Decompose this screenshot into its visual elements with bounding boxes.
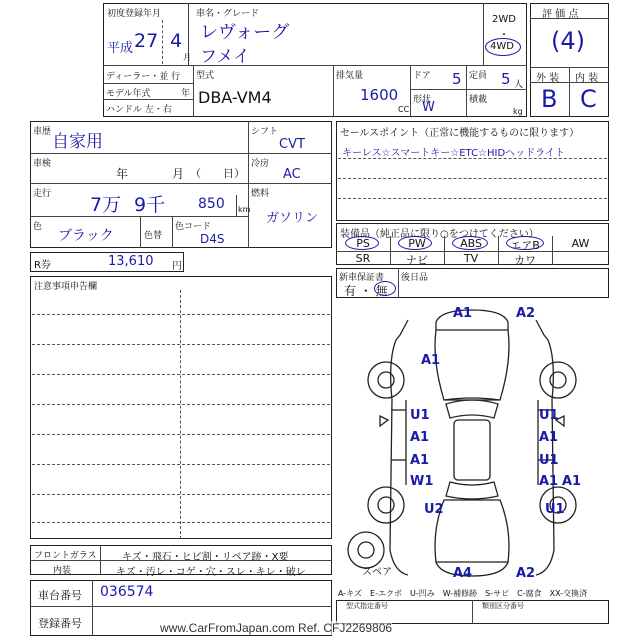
equip-ps: PS: [356, 237, 370, 250]
circle-ps: [345, 236, 379, 250]
cert-label-2: 類別区分番号: [482, 602, 524, 610]
reg-era: 平成: [107, 41, 134, 56]
equip-tv: TV: [463, 252, 479, 265]
fuel-value: ガソリン: [266, 211, 319, 226]
inspection-day: （ 日）: [190, 167, 245, 180]
damage-right-1: U1: [539, 408, 559, 423]
exterior-label: 外 装: [536, 73, 560, 84]
equip-airbag: エアB: [510, 239, 540, 252]
notes-label: 注意事項申告欄: [34, 282, 98, 292]
recycle-box: [30, 252, 184, 272]
damage-left-3: A1: [410, 453, 430, 468]
damage-rear-left: U2: [424, 502, 444, 517]
interior-cond-label: 内装: [53, 566, 72, 576]
warranty-label: 新車保証書: [339, 273, 385, 283]
type-label: 型式: [196, 71, 215, 81]
displacement-unit: CC: [398, 105, 410, 114]
recycle-value: 13,610: [108, 254, 154, 269]
model-year-unit: 年: [181, 89, 191, 99]
equip-leather: カワ: [514, 254, 536, 267]
chassis-value: 036574: [100, 584, 154, 600]
reg-month-unit: 月: [183, 53, 191, 62]
notes-box: [30, 276, 332, 539]
damage-left-1: U1: [410, 408, 430, 423]
interior-label: 内 装: [575, 73, 599, 84]
color-code-value: D4S: [200, 232, 225, 246]
mileage-rest: 850: [198, 196, 225, 212]
reg-date-label: 初度登録年月: [107, 9, 162, 19]
car-grade: フメイ: [200, 47, 250, 67]
warranty-value: 有 ・ 無: [344, 284, 388, 298]
model-year-label: モデル年式: [106, 89, 151, 99]
warranty-circle: [374, 281, 396, 296]
color-label: 色: [33, 222, 43, 232]
damage-front-left: A1: [421, 353, 441, 368]
damage-top-left: A1: [453, 306, 473, 321]
capacity-unit: 人: [514, 80, 524, 90]
car-diagram: [336, 300, 609, 585]
grade-value: (4): [551, 27, 585, 55]
drive-dot: ・: [499, 30, 509, 41]
car-name: レヴォーグ: [200, 22, 290, 43]
damage-right-5: A1: [562, 474, 582, 489]
recycle-label: R券: [34, 260, 51, 271]
displacement-value: 1600: [360, 86, 399, 104]
damage-right-3: U1: [539, 453, 559, 468]
equipment-label: 装備品（純正品に限り○をつけてください）: [340, 229, 539, 240]
color-value: ブラック: [58, 228, 114, 244]
type-value: DBA-VM4: [198, 88, 272, 107]
equip-aw: AW: [571, 237, 590, 250]
inspection-year: 年: [116, 167, 129, 181]
mileage-man: 7万: [90, 194, 122, 216]
history-label: 車歴: [33, 127, 52, 137]
ac-value: AC: [283, 167, 301, 182]
reg-month: 4: [170, 30, 183, 52]
load-label: 積載: [469, 95, 488, 105]
drive-4wd: 4WD: [490, 41, 514, 52]
sales-points-value: キーレス☆スマートキー☆ETC☆HIDヘッドライト: [342, 148, 565, 159]
capacity-label: 定員: [469, 71, 488, 81]
fuel-label: 燃料: [251, 189, 270, 199]
history-value: 自家用: [52, 132, 103, 152]
equip-abs: ABS: [460, 237, 482, 250]
exterior-value: B: [541, 85, 558, 113]
damage-left-4: W1: [410, 474, 434, 489]
mileage-sen: 9千: [134, 194, 166, 216]
aftermarket-label: 後日品: [401, 273, 429, 283]
windshield-label: フロントガラス: [34, 551, 97, 561]
damage-left-2: A1: [410, 430, 430, 445]
handle-label: ハンドル 左・右: [106, 105, 172, 115]
circle-abs: [452, 236, 488, 250]
equip-pw: PW: [408, 237, 426, 250]
mileage-label: 走行: [33, 189, 52, 199]
damage-right-2: A1: [539, 430, 559, 445]
displacement-label: 排気量: [336, 71, 364, 81]
door-label: ドア: [413, 71, 431, 81]
damage-bottom-right: A2: [516, 566, 536, 581]
ac-label: 冷房: [251, 159, 270, 169]
inspection-label: 車検: [33, 159, 52, 169]
load-unit: kg: [513, 107, 523, 116]
circle-airbag: [506, 236, 544, 250]
damage-right-4: A1: [539, 474, 559, 489]
shift-label: シフト: [251, 127, 279, 137]
shape-label: 形状: [413, 95, 432, 105]
car-name-label: 車名・グレード: [196, 9, 260, 19]
grade-label: 評 価 点: [542, 9, 579, 20]
watermark: www.CarFromJapan.com Ref. CFJ2269806: [160, 621, 393, 635]
color-code-label: 色コード: [175, 222, 212, 232]
spare-label: スペア: [362, 567, 392, 578]
damage-top-right: A2: [516, 306, 536, 321]
recycle-unit: 円: [172, 261, 182, 272]
circle-pw: [398, 236, 432, 250]
interior-cond-value: キズ・汚レ・コゲ・穴・スレ・キレ・破レ: [116, 567, 306, 578]
damage-rear-right: U1: [545, 502, 565, 517]
mileage-unit: km: [238, 205, 251, 214]
shift-value: CVT: [279, 137, 305, 152]
capacity-value: 5: [501, 70, 511, 88]
door-value: 5: [452, 70, 462, 88]
cert-label-1: 型式指定番号: [346, 602, 388, 610]
damage-legend: A-キズ E-エクボ U-凹み W-補修跡 S-サビ C-腐食 XX-交換済: [338, 589, 588, 598]
damage-bottom-left: A4: [453, 566, 473, 581]
inspection-month: 月: [172, 167, 185, 181]
reg-year: 27: [134, 30, 159, 52]
dealer-label: ディーラー・並 行: [106, 72, 181, 82]
sales-points-label: セールスポイント（正常に機能するものに限ります）: [340, 128, 580, 139]
equip-sr: SR: [355, 252, 371, 265]
drive-2wd: 2WD: [492, 14, 516, 25]
windshield-value: キズ・飛石・ヒビ割・リペア跡・X要: [122, 552, 289, 563]
interior-value: C: [580, 85, 597, 113]
color-change-label: 色替: [144, 231, 163, 241]
chassis-label: 車台番号: [38, 589, 82, 602]
equip-navi: ナビ: [406, 254, 428, 267]
shape-value: W: [422, 100, 435, 115]
reg-no-label: 登録番号: [38, 617, 82, 630]
